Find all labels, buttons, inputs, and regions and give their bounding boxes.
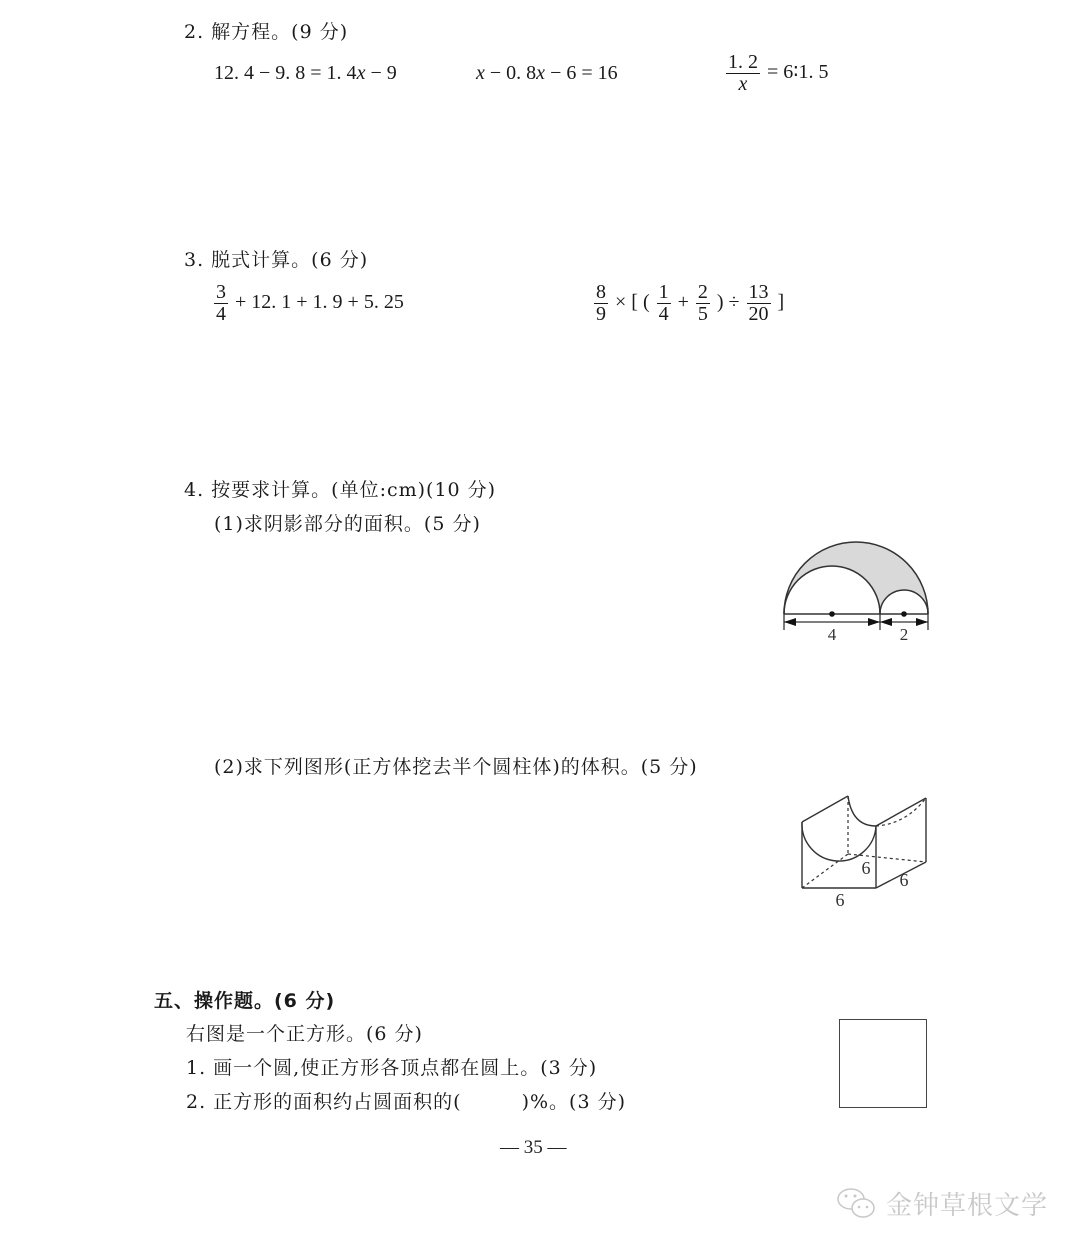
semicircle-figure (776, 538, 936, 648)
q4-part-2: (2)求下列图形(正方体挖去半个圆柱体)的体积。(5 分) (214, 756, 698, 778)
fraction (696, 282, 710, 325)
q5-item-1: 1. 画一个圆,使正方形各顶点都在圆上。(3 分) (186, 1057, 598, 1079)
fraction (657, 282, 671, 325)
eq2-mid: − 0. 8 (484, 62, 537, 84)
square-figure (839, 1019, 927, 1108)
eq2-tail: − 6 = 16 (545, 62, 618, 84)
q4-title: 4. 按要求计算。(单位:cm)(10 分) (184, 479, 497, 501)
eq1-variable: x (356, 62, 366, 84)
operator: ) ÷ (716, 291, 740, 314)
eq1-text: 12. 4 − 9. 8 = 1. 4 (214, 62, 357, 84)
watermark-text: 金钟草根文学 (886, 1191, 1049, 1221)
operator: + (677, 291, 689, 314)
q2-equation-1 (214, 62, 397, 85)
cube-cylinder-figure (796, 784, 936, 910)
fraction (726, 52, 760, 95)
q3-title: 3. 脱式计算。(6 分) (184, 249, 369, 271)
eq1-tail: − 9 (365, 62, 397, 84)
q2-title: 2. 解方程。(9 分) (184, 21, 349, 43)
q2-equation-3 (724, 52, 828, 95)
numerator: 3 (216, 281, 226, 303)
denominator: 9 (596, 303, 606, 325)
label-height: 6 (861, 858, 871, 878)
q4-part-1: (1)求阴影部分的面积。(5 分) (214, 513, 481, 535)
numerator: 13 (748, 281, 769, 303)
label-depth: 6 (899, 870, 909, 890)
fraction (747, 282, 771, 325)
denominator: 20 (748, 303, 769, 325)
watermark (836, 1185, 1048, 1222)
denominator: 4 (658, 303, 669, 325)
denominator: 4 (216, 303, 226, 325)
q5-item-2: 2. 正方形的面积约占圆面积的( )%。(3 分) (186, 1091, 627, 1113)
denominator: x (738, 73, 748, 95)
wechat-icon (836, 1186, 878, 1222)
numerator: 1. 2 (728, 51, 758, 73)
label-diameter-large: 4 (827, 625, 837, 644)
expr1-rest: + 12. 1 + 1. 9 + 5. 25 (235, 291, 404, 314)
label-width: 6 (835, 890, 845, 910)
fraction (214, 282, 228, 325)
eq2-variable: x (476, 62, 485, 84)
bracket: ] (777, 291, 785, 314)
q5-intro: 右图是一个正方形。(6 分) (186, 1023, 423, 1045)
denominator: 5 (697, 303, 708, 325)
operator: × [ ( (615, 291, 650, 314)
numerator: 1 (658, 281, 669, 303)
numerator: 2 (697, 281, 708, 303)
q3-expression-1 (212, 282, 404, 325)
q5-title: 五、操作题。(6 分) (154, 990, 336, 1012)
label-diameter-small: 2 (899, 625, 909, 644)
q3-expression-2 (592, 282, 784, 325)
page-number: — 35 — (500, 1137, 567, 1158)
numerator: 8 (596, 281, 606, 303)
eq2-variable-2: x (536, 62, 546, 84)
fraction (594, 282, 608, 325)
eq3-rhs: = 6∶1. 5 (767, 61, 829, 84)
q2-equation-2 (476, 62, 618, 85)
